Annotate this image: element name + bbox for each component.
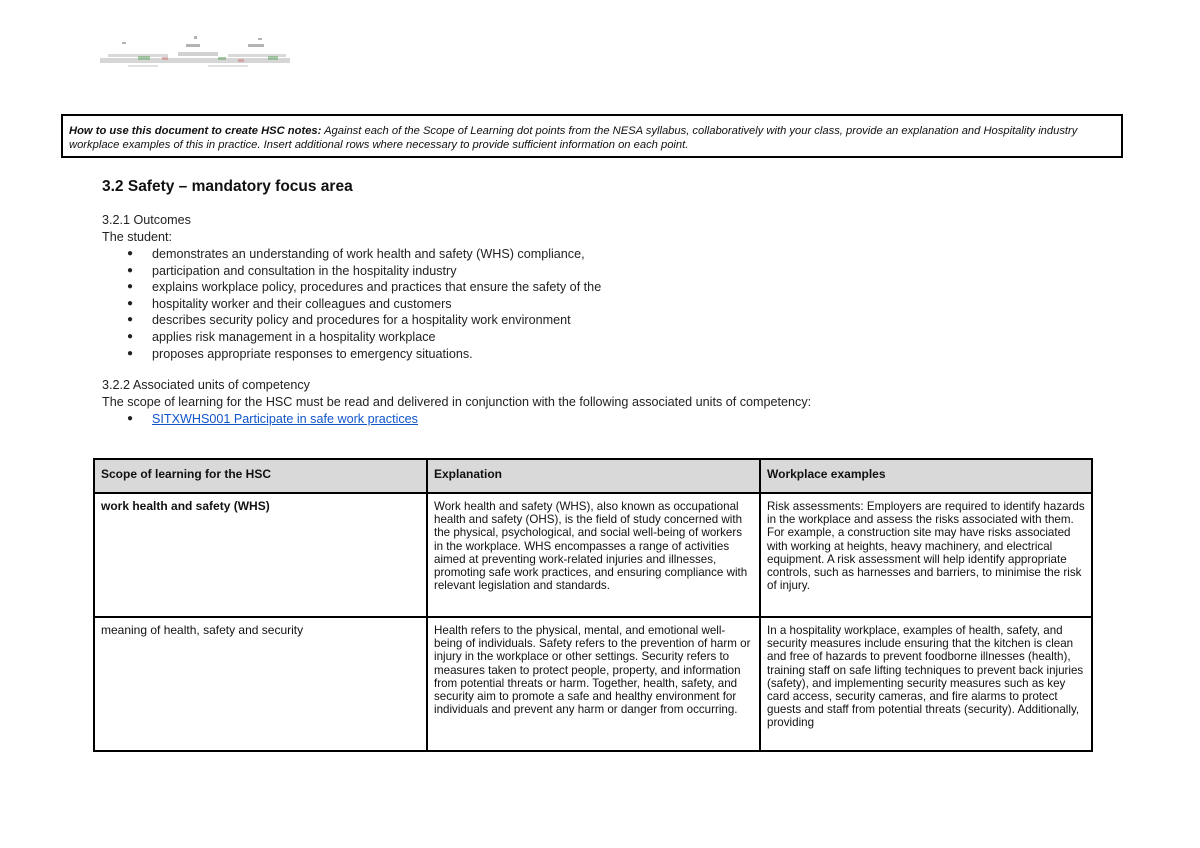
- how-to-label: How to use this document to create HSC notes:: [69, 125, 322, 137]
- student-intro: The student:: [102, 230, 173, 244]
- outcome-item: ● hospitality worker and their colleagues and customers: [102, 296, 601, 313]
- unit-link-sitxwhs001[interactable]: SITXWHS001 Participate in safe work practices: [152, 412, 418, 426]
- examples-cell: Risk assessments: Employers are required to identify hazards in the workplace and assess the risks associated with them. For example, a construction site may have risks associated with working at heights, heavy machinery, and electrical equipment. A risk assessment will help identify appropriate controls, such as harnesses and barriers, to minimise the risk of injury.: [760, 493, 1092, 617]
- table-row: [94, 493, 1092, 617]
- explanation-cell: Health refers to the physical, mental, and emotional well-being of individuals. Safety refers to the prevention of harm or injury in the workplace or other settings. Security refers to measures taken to protect people, property, and information from potential threats or harm. Together, health, safety, and security aim to promote a safe and healthy environment for individuals and prevent any harm or danger from occurring.: [427, 617, 760, 751]
- header-explanation: Explanation: [427, 459, 760, 493]
- unit-item: [102, 411, 418, 428]
- how-to-instructions-box: [61, 114, 1123, 158]
- outcomes-list: [102, 246, 601, 362]
- scope-of-learning-table: [93, 458, 1093, 752]
- topic-cell: work health and safety (WHS): [94, 493, 427, 617]
- outcome-item: ● demonstrates an understanding of work health and safety (WHS) compliance,: [102, 246, 601, 263]
- outcome-item: ● participation and consultation in the hospitality industry: [102, 263, 601, 280]
- units-heading: 3.2.2 Associated units of competency: [102, 378, 310, 392]
- examples-cell: In a hospitality workplace, examples of health, safety, and security measures include ensuring that the kitchen is clean and free of hazards to prevent foodborne illnesses (health), training staff on safe lifting techniques to prevent back injuries (safety), and implementing security measures such as key card access, security cameras, and fire alarms to protect guests and staff from potential threats (security). Additionally, providing: [760, 617, 1092, 751]
- topic-cell: meaning of health, safety and security: [94, 617, 427, 751]
- outcome-item: ● proposes appropriate responses to emergency situations.: [102, 346, 601, 363]
- outcome-item: ● describes security policy and procedures for a hospitality work environment: [102, 312, 601, 329]
- table-header-row: [94, 459, 1092, 493]
- outcomes-heading: 3.2.1 Outcomes: [102, 213, 191, 227]
- header-workplace-examples: Workplace examples: [760, 459, 1092, 493]
- header-scope: Scope of learning for the HSC: [94, 459, 427, 493]
- table-row: [94, 617, 1092, 751]
- units-intro: The scope of learning for the HSC must be read and delivered in conjunction with the following associated units of competency:: [102, 395, 812, 409]
- section-title: 3.2 Safety – mandatory focus area: [102, 178, 353, 195]
- outcome-item: ● explains workplace policy, procedures and practices that ensure the safety of the: [102, 279, 601, 296]
- school-logo: [98, 32, 298, 76]
- how-to-text: Against each of the Scope of Learning dot points from the NESA syllabus, collaboratively with your class, provide an explanation and Hospitality industry workplace examples of this in practice. Insert additional rows where necessary to provide sufficient information on each point.: [69, 125, 1078, 151]
- explanation-cell: Work health and safety (WHS), also known as occupational health and safety (OHS), is the field of study concerned with the physical, psychological, and social well-being of workers in the workplace. WHS encompasses a range of activities aimed at preventing work-related injuries and illnesses, promoting safe work practices, and ensuring compliance with relevant legislation and standards.: [427, 493, 760, 617]
- outcome-item: ● applies risk management in a hospitality workplace: [102, 329, 601, 346]
- units-list: [102, 411, 418, 428]
